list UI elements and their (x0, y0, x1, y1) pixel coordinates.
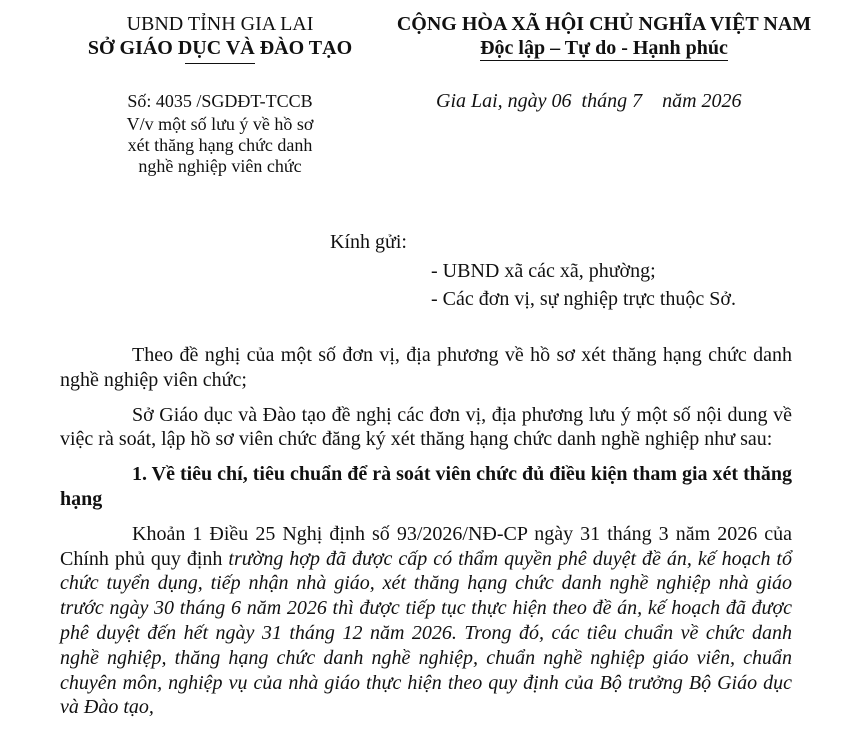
paragraph-text: Khoản 1 Điều 25 Nghị định số 93/2026/NĐ-CP ngày 31 tháng 3 năm 2026 của Chính phủ quy định (60, 522, 792, 570)
body-paragraph (60, 522, 792, 720)
subject-line: V/v một số lưu ý về hồ sơ (126, 114, 314, 134)
document-number: Số: 4035 /SGDĐT-TCCB (127, 91, 313, 111)
recipient-item: - Các đơn vị, sự nghiệp trực thuộc Sở. (431, 288, 737, 310)
agency-parent: UBND TỈNH GIA LAI (126, 13, 314, 35)
recipient-item: - UBND xã các xã, phường; (431, 260, 656, 282)
agency-name: SỞ GIÁO DỤC VÀ ĐÀO TẠO (87, 37, 353, 59)
agency-underline (185, 63, 255, 64)
national-title: CỘNG HÒA XÃ HỘI CHỦ NGHĨA VIỆT NAM (396, 13, 812, 35)
subject-line: xét thăng hạng chức danh (127, 135, 313, 155)
national-title-header (372, 12, 836, 60)
paragraph-quote: trường hợp đã được cấp có thẩm quyền phê duyệt đề án, kế hoạch tổ chức tuyển dụng, tiếp nhận nhà giáo, xét thăng hạng chức danh nghề nghiệp nhà giáo trước ngày 30 tháng 6 năm 2026 thì được tiếp tục thực hiện theo đề án, kế hoạch đã được phê duyệt đến hết ngày 31 tháng 12 năm 2026. Trong đó, các tiêu chuẩn về chức danh nghề nghiệp, thăng hạng chức danh nghề nghiệp, chuẩn nghề nghiệp giáo viên, chuẩn chuyên môn, nghiệp vụ của nhà giáo thực hiện theo quy định của Bộ trưởng Bộ Giáo dục và Đào tạo, (60, 547, 792, 719)
body-paragraph: Theo đề nghị của một số đơn vị, địa phương về hồ sơ xét thăng hạng chức danh nghề nghiệp viên chức; (60, 344, 792, 391)
document-body (60, 343, 792, 720)
greeting: Kính gửi: (330, 231, 407, 253)
subject-line: nghề nghiệp viên chức (138, 156, 302, 176)
body-paragraph: Sở Giáo dục và Đào tạo đề nghị các đơn vị, địa phương lưu ý một số nội dung về việc rà soát, lập hồ sơ viên chức đăng ký xét thăng hạng chức danh nghề nghiệp như sau: (60, 403, 792, 451)
document-subject (70, 114, 370, 177)
recipient-list (431, 257, 736, 313)
issuing-agency-header (70, 12, 370, 64)
national-motto-line (372, 36, 836, 60)
national-motto: Độc lập – Tự do - Hạnh phúc (480, 37, 728, 59)
section-heading: 1. Về tiêu chí, tiêu chuẩn để rà soát viên chức đủ điều kiện tham gia xét thăng hạng (60, 463, 792, 510)
place-and-date: Gia Lai, ngày 06 tháng 7 năm 2026 (436, 90, 742, 112)
